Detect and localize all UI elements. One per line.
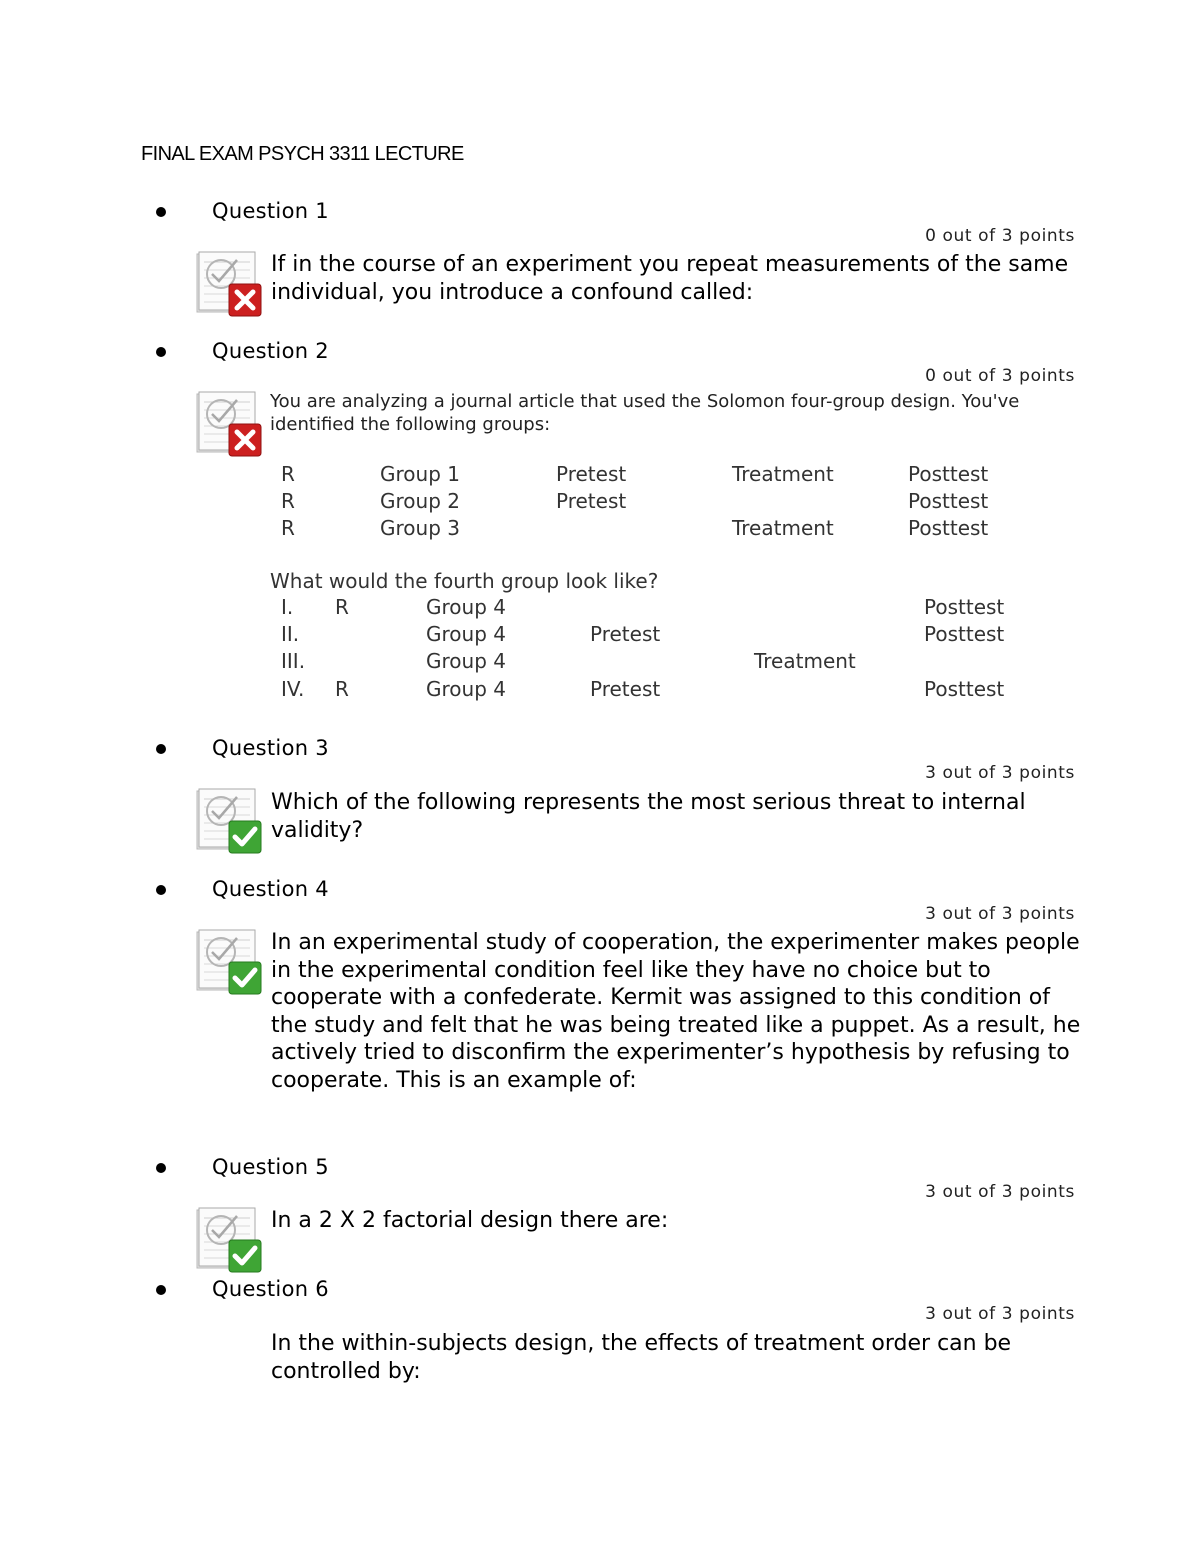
groups-cell: Group 3 (380, 516, 460, 540)
check-mark-icon (195, 928, 263, 996)
question-6-score: 3 out of 3 points (925, 1304, 1075, 1324)
option-cell: Posttest (924, 595, 1005, 619)
question-2-score: 0 out of 3 points (925, 366, 1075, 386)
check-mark-icon (195, 1206, 263, 1274)
question-1-text: If in the course of an experiment you repeat measurements of the same individual, you introduce a confound called: (271, 252, 1069, 305)
bullet (156, 1285, 166, 1295)
option-cell: Pretest (590, 622, 661, 646)
question-5-score: 3 out of 3 points (925, 1182, 1075, 1202)
option-cell: R (335, 595, 349, 619)
groups-cell: Treatment (732, 516, 834, 540)
bullet (156, 1163, 166, 1173)
bullet (156, 885, 166, 895)
question-3-title: Question 3 (212, 736, 329, 760)
question-1-title: Question 1 (212, 199, 329, 223)
question-3-score: 3 out of 3 points (925, 763, 1075, 783)
groups-cell: Posttest (908, 462, 989, 486)
option-cell: Treatment (754, 649, 856, 673)
option-cell: Posttest (924, 622, 1005, 646)
option-numeral: III. (281, 649, 306, 673)
groups-cell: R (281, 489, 295, 513)
option-numeral: I. (281, 595, 294, 619)
option-cell: Group 4 (426, 622, 506, 646)
question-2-title: Question 2 (212, 339, 329, 363)
groups-cell: Treatment (732, 462, 834, 486)
question-1-score: 0 out of 3 points (925, 226, 1075, 246)
groups-cell: R (281, 516, 295, 540)
option-numeral: IV. (281, 677, 305, 701)
question-5-text: In a 2 X 2 factorial design there are: (271, 1208, 669, 1233)
question-3-text: Which of the following represents the most serious threat to internal validity? (271, 790, 1026, 843)
bullet (156, 347, 166, 357)
option-cell: Posttest (924, 677, 1005, 701)
question-2-intro: You are analyzing a journal article that used the Solomon four-group design. You've identified the following groups: (270, 391, 1020, 435)
question-4-text: In an experimental study of cooperation, the experimenter makes people in the experimental condition feel like they have no choice but to cooperate with a confederate. Kermit was assigned to this condition of the study and felt that he was being treated like a puppet. As a result, he actively tried to disconfirm the experimenter’s hypothesis by refusing to cooperate. This is an example of: (271, 930, 1081, 1093)
option-cell: R (335, 677, 349, 701)
question-6-title: Question 6 (212, 1277, 329, 1301)
groups-cell: Pretest (556, 489, 627, 513)
question-4-title: Question 4 (212, 877, 329, 901)
option-cell: Pretest (590, 677, 661, 701)
question-2-prompt: What would the fourth group look like? (270, 569, 659, 593)
bullet (156, 207, 166, 217)
option-cell: Group 4 (426, 649, 506, 673)
option-numeral: II. (281, 622, 300, 646)
bullet (156, 744, 166, 754)
question-5-title: Question 5 (212, 1155, 329, 1179)
check-mark-icon (195, 787, 263, 855)
x-mark-icon (195, 250, 263, 318)
document-title: FINAL EXAM PSYCH 3311 LECTURE (141, 143, 464, 165)
question-4-score: 3 out of 3 points (925, 904, 1075, 924)
groups-cell: Group 2 (380, 489, 460, 513)
option-cell: Group 4 (426, 595, 506, 619)
option-cell: Group 4 (426, 677, 506, 701)
question-6-text: In the within-subjects design, the effects of treatment order can be controlled by: (271, 1331, 1012, 1384)
groups-cell: Group 1 (380, 462, 460, 486)
groups-cell: Posttest (908, 516, 989, 540)
x-mark-icon (195, 390, 263, 458)
groups-cell: Posttest (908, 489, 989, 513)
groups-cell: R (281, 462, 295, 486)
groups-cell: Pretest (556, 462, 627, 486)
